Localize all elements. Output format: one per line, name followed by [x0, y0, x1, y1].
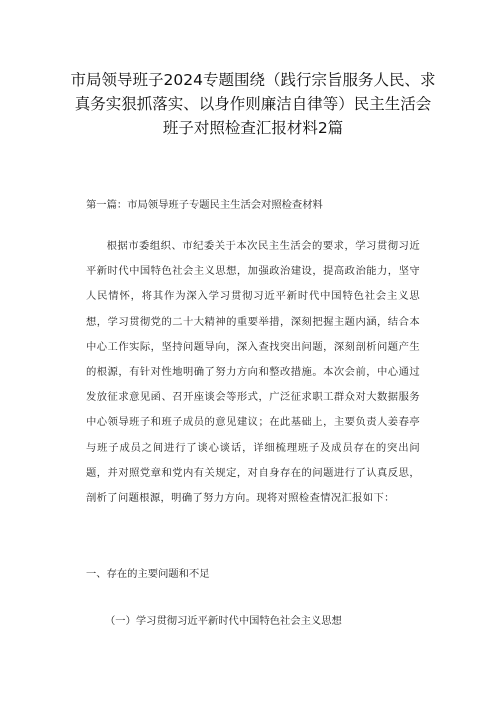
- section-heading: 第一篇：市局领导班子专题民主生活会对照检查材料: [86, 199, 323, 211]
- document-title: 市局领导班子2024专题围绕（践行宗旨服务人民、求真务实狠抓落实、以身作则廉洁自律等）民主生活会班子对照检查汇报材料2篇: [70, 71, 436, 137]
- intro-paragraph: 根据市委组织、市纪委关于本次民主生活会的要求，学习贯彻习近平新时代中国特色社会主义思想，加强政治建设，提高政治能力，坚守人民情怀，将其作为深入学习贯彻习近平新时代中国特色社会主义思想，学习贯彻党的二十大精神的重要举措，深刻把握主题内涵，结合本中心工作实际，坚持问题导向，深入查找突出问题，深刻剖析问题产生的根源，有针对性地明确了努力方向和整改措施。本次会前，中心通过发放征求意见函、召开座谈会等形式，广泛征求职工群众对大数据服务中心领导班子和班子成员的意见建议；在此基础上，主要负责人姜春亭与班子成员之间进行了谈心谈话，详细梳理班子及成员存在的突出问题，并对照党章和党内有关规定，对自身存在的问题进行了认真反思，剖析了问题根源，明确了努力方向。现将对照检查情况汇报如下：: [86, 240, 420, 505]
- heading-main-problems: 一、存在的主要问题和不足: [86, 568, 210, 580]
- heading-study-thought: （一）学习贯彻习近平新时代中国特色社会主义思想: [105, 615, 342, 627]
